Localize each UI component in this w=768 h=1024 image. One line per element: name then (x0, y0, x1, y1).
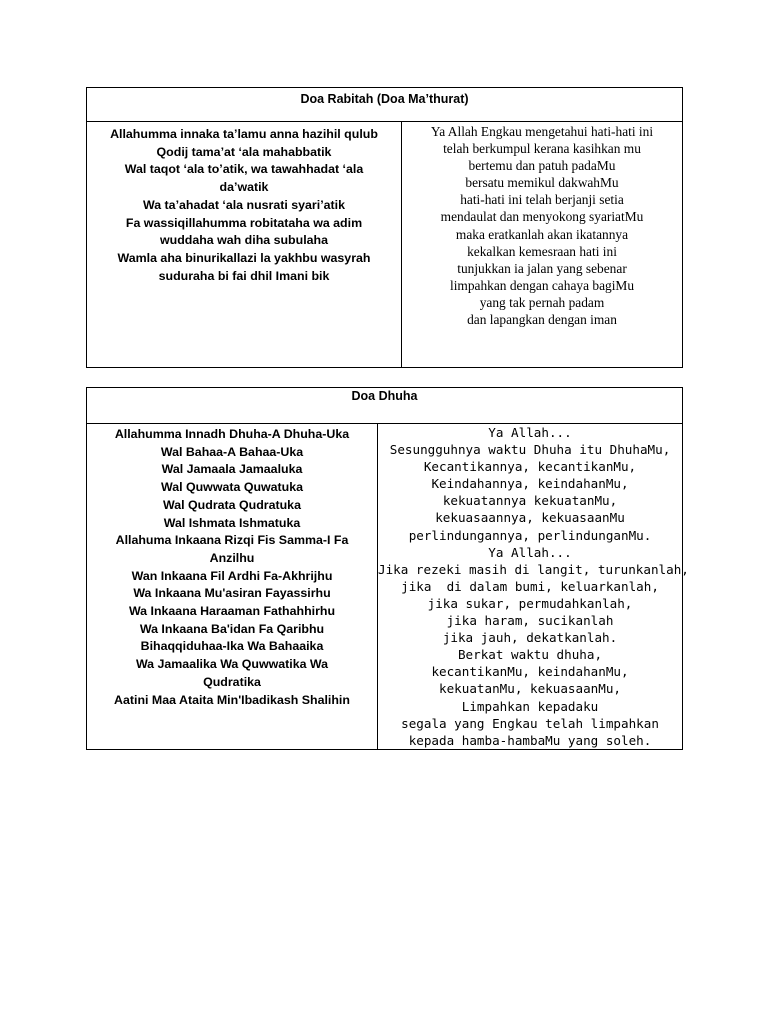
doa-dhuha-malay-line: jika haram, sucikanlah (446, 613, 614, 629)
doa-rabitah-arabic-line: Wa ta’ahadat ‘ala nusrati syari’atik (142, 197, 345, 212)
doa-dhuha-arabic-line: Wa Jamaalika Wa Quwwatika Wa Qudratika (135, 657, 329, 689)
doa-rabitah-malay-line: kekalkan kemesraan hati ini (467, 243, 617, 259)
doa-rabitah-arabic-line: Qodij tama’at ‘ala mahabbatik (156, 144, 332, 159)
doa-rabitah-malay-line: bersatu memikul dakwahMu (465, 175, 619, 191)
doa-dhuha-title: Doa Dhuha (351, 389, 418, 403)
doa-dhuha-arabic-line: Bihaqqiduhaa-Ika Wa Bahaaika (140, 639, 324, 654)
doa-dhuha-arabic-cell (87, 424, 378, 750)
doa-dhuha-malay-line: Kecantikannya, kecantikanMu, (423, 459, 637, 475)
doa-dhuha-malay-line: kepada hamba-hambaMu yang soleh. (408, 732, 652, 748)
doa-dhuha-malay-line: Ya Allah... (488, 425, 572, 440)
doa-rabitah-malay-line: hati-hati ini telah berjanji setia (460, 192, 624, 208)
doa-dhuha-malay-line: perlindungannya, perlindunganMu. (408, 527, 652, 543)
doa-dhuha-arabic-line: Wal Qudrata Qudratuka (163, 497, 301, 512)
doa-dhuha-malay-line: Keindahannya, keindahanMu, (431, 476, 629, 492)
doa-rabitah-table (86, 87, 683, 368)
doa-rabitah-title: Doa Rabitah (Doa Ma’thurat) (300, 92, 469, 106)
doa-dhuha-arabic-line: Wal Ishmata Ishmatuka (163, 515, 301, 530)
doa-rabitah-arabic-line: Wamla aha binurikallazi la yakhbu wasyrah suduraha bi fai dhil Imani bik (117, 250, 371, 283)
doa-rabitah-malay-line: tunjukkan ia jalan yang sebenar (457, 260, 627, 276)
doa-dhuha-malay-line: jika sukar, permudahkanlah, (427, 595, 633, 611)
doa-dhuha-malay-line: segala yang Engkau telah limpahkan (401, 715, 659, 731)
doa-dhuha-table (86, 387, 689, 750)
doa-rabitah-malay-line: telah berkumpul kerana kasihkan mu (443, 141, 641, 157)
doa-rabitah-malay-line: yang tak pernah padam (479, 294, 605, 310)
doa-rabitah-arabic-line: Fa wassiqillahumma robitataha wa adim wuddaha wah diha subulaha (125, 215, 363, 248)
doa-dhuha-malay-cell (378, 424, 689, 750)
doa-rabitah-arabic-line: Allahumma innaka ta’lamu anna hazihil qulub (110, 127, 378, 141)
doa-rabitah-arabic-cell (87, 122, 402, 368)
doa-rabitah-malay-line: dan lapangkan dengan iman (467, 312, 617, 328)
doa-dhuha-malay-line: jika di dalam bumi, keluarkanlah, (401, 578, 659, 594)
doa-dhuha-title-cell (87, 388, 683, 424)
doa-dhuha-malay-line: kekuasaannya, kekuasaanMu (435, 510, 625, 526)
doa-dhuha-arabic-line: Allahuma Inkaana Rizqi Fis Samma-I Fa Anzilhu (115, 533, 349, 565)
doa-rabitah-malay-line: Ya Allah Engkau mengetahui hati-hati ini (430, 124, 654, 139)
doa-rabitah-malay-cell (402, 122, 683, 368)
doa-dhuha-arabic-line: Wal Bahaa-A Bahaa-Uka (160, 444, 304, 459)
doa-dhuha-malay-line: Limpahkan kepadaku (461, 698, 599, 714)
doa-dhuha-malay-line: kecantikanMu, keindahanMu, (431, 664, 629, 680)
doa-dhuha-arabic-line: Wa Inkaana Mu'asiran Fayassirhu (133, 586, 331, 601)
doa-dhuha-malay-line: kekuatannya kekuatanMu, (442, 493, 618, 509)
doa-dhuha-malay-line: Sesungguhnya waktu Dhuha itu DhuhaMu, (389, 442, 671, 458)
doa-dhuha-arabic-line: Allahumma Innadh Dhuha-A Dhuha-Uka (114, 427, 350, 441)
doa-dhuha-malay-line: kekuatanMu, kekuasaanMu, (439, 681, 621, 697)
doa-dhuha-arabic-line: Wa Inkaana Haraaman Fathahhirhu (128, 604, 336, 619)
doa-rabitah-malay-line: maka eratkanlah akan ikatannya (455, 226, 629, 242)
doa-dhuha-malay-line: Berkat waktu dhuha, (457, 647, 603, 663)
doa-dhuha-malay-line: Ya Allah... (488, 544, 572, 560)
doa-dhuha-malay-line: jika jauh, dekatkanlah. (442, 630, 618, 646)
doa-dhuha-malay-line: Jika rezeki masih di langit, turunkanlah, (378, 561, 689, 577)
doa-rabitah-malay-line: limpahkan dengan cahaya bagiMu (449, 277, 635, 293)
doa-rabitah-arabic-line: Wal taqot ‘ala to’atik, wa tawahhadat ‘ala da’watik (124, 162, 364, 195)
doa-rabitah-malay-line: mendaulat dan menyokong syariatMu (440, 209, 644, 225)
doa-dhuha-arabic-line: Wal Jamaala Jamaaluka (161, 462, 303, 477)
doa-rabitah-malay-line: bertemu dan patuh padaMu (468, 158, 616, 174)
doa-dhuha-arabic-line: Wa Inkaana Ba'idan Fa Qaribhu (139, 621, 325, 636)
doa-dhuha-arabic-line: Wan Inkaana Fil Ardhi Fa-Akhrijhu (131, 568, 333, 583)
doa-rabitah-title-cell (87, 88, 683, 122)
doa-dhuha-arabic-line: Aatini Maa Ataita Min'Ibadikash Shalihin (114, 692, 350, 707)
doa-dhuha-arabic-line: Wal Quwwata Quwatuka (160, 480, 304, 495)
